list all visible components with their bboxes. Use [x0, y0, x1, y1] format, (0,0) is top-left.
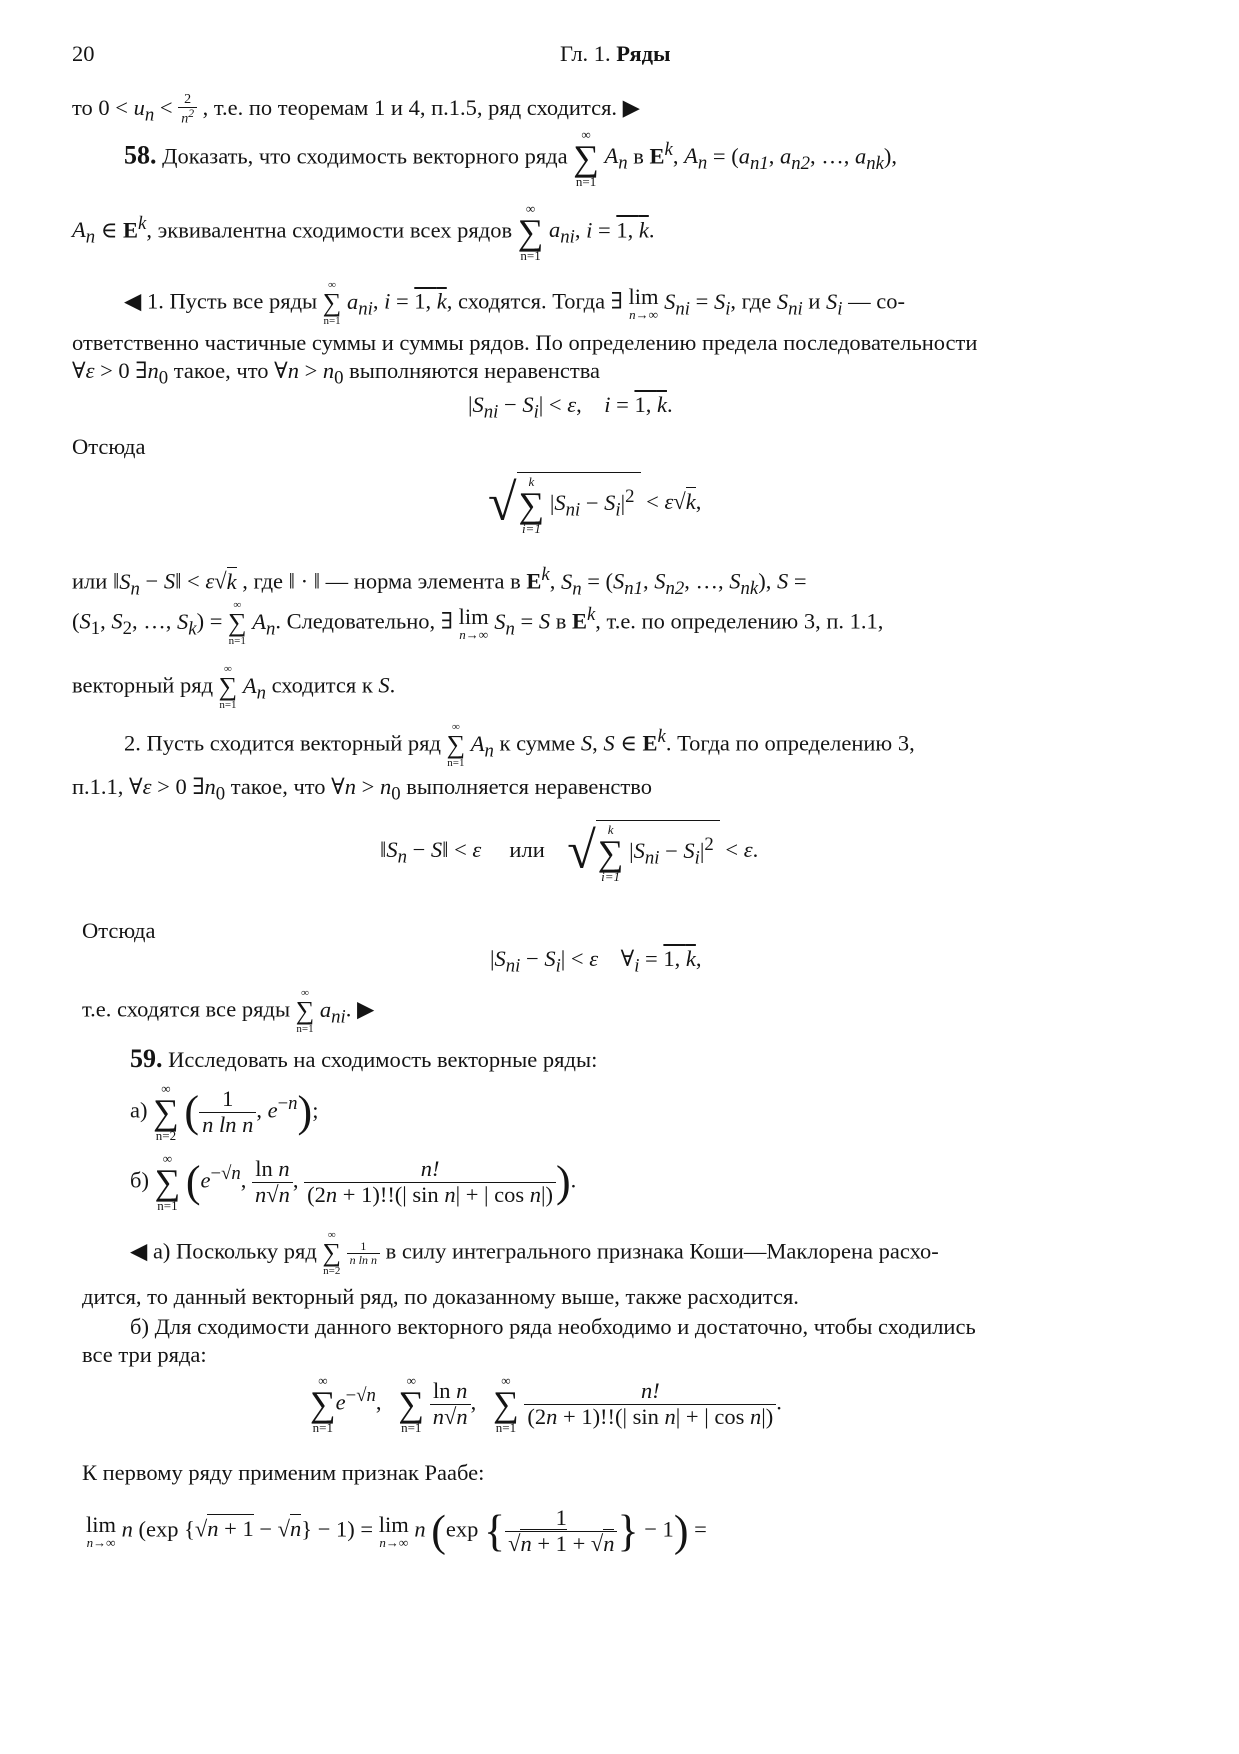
- text-span: в: [633, 143, 644, 169]
- text-span: или: [72, 568, 108, 594]
- fraction: $\frac{1}{\text{n ln n}}$: [199, 1087, 256, 1138]
- text-span: ответственно частичные суммы и суммы рядов. По определению предела последовательности: [72, 330, 978, 355]
- chapter-title: Ряды: [616, 41, 671, 66]
- fraction: $\frac{n!}{\text{(2n + 1)!!(| sin n| + | cos n|)}}$: [304, 1157, 556, 1208]
- text-span: все три ряда:: [82, 1342, 207, 1367]
- text-span: или: [509, 836, 545, 862]
- solution-1-line-5: ($S_1$, $S_2$, …, $S_k$) = ∞ ∑ n=1 $A_n$. Следовательно, ∃ lim n→∞ $S_n = S$ в $E^k$, т.е. по определению 3, п. 1.1,: [72, 599, 884, 647]
- text-span: б) Для сходимости данного векторного ряда необходимо и достаточно, чтобы сходились: [130, 1314, 976, 1339]
- text-span: и: [808, 288, 821, 314]
- solution-1-line-3: ∀ε > 0 $\exists n_0$ такое, что ∀n > $n_0$ выполняются неравенства: [72, 358, 601, 389]
- otsyuda-label-2: Отсюда: [82, 918, 156, 943]
- problem-59-title: [130, 1044, 597, 1074]
- end-of-proof-icon: ▶: [622, 94, 640, 120]
- fraction: $\frac{n!}{\text{(2n + 1)!!(| sin n| + | cos n|)}}$: [524, 1379, 776, 1430]
- text-span: Доказать, что сходимость векторного ряда: [162, 143, 568, 169]
- sum-symbol: ∞ ∑ n=1: [310, 1373, 336, 1436]
- text-span: сходится к: [271, 672, 373, 698]
- display-formula-2: √ k ∑ i=1 $|S_{ni} - S_i|^2 < \varepsilon√k$,: [488, 474, 702, 537]
- text-span: выполняется неравенство: [406, 774, 652, 799]
- text-span: Исследовать на сходимость векторные ряды:: [168, 1047, 598, 1072]
- sum-symbol: ∞ ∑ n=1: [398, 1373, 425, 1436]
- solution-1-line-2: [72, 330, 977, 356]
- text-span: — норма элемента в: [325, 568, 521, 594]
- solution-2-line-1: 2. Пусть сходится векторный ряд ∞ ∑ n=1 $A_n$ к сумме S, S ∈ $E^k$. Тогда по определению 3,: [124, 721, 915, 769]
- solution-59a-line-1: [130, 1230, 939, 1277]
- text-span: п.1.1,: [72, 774, 124, 799]
- running-header: [560, 41, 671, 67]
- solution-59a-line-2: [82, 1284, 799, 1310]
- text-span: , где: [242, 568, 284, 594]
- sum-symbol: ∞ ∑ n=1: [228, 599, 247, 647]
- fraction: $\frac{1}{\text{n ln n}}$: [347, 1240, 380, 1267]
- text-span: , сходятся. Тогда ∃: [446, 288, 623, 314]
- display-formula-3: $‖S_n$ − S‖ < ε или √ k ∑ i=1 $|S_{ni} - S_i|^2 < \varepsilon$.: [380, 822, 759, 885]
- sum-symbol: ∞ ∑ n=1: [322, 279, 342, 327]
- sum-symbol: ∞ ∑ n=2: [322, 1229, 342, 1277]
- item-label: б): [130, 1167, 149, 1193]
- text-span: К первому ряду применим признак Раабе:: [82, 1460, 485, 1485]
- text-span: то 0 <: [72, 94, 128, 120]
- problem-number: 58.: [124, 140, 157, 170]
- fraction: $\frac{\text{ln n}}{n√n}$: [252, 1157, 293, 1208]
- solution-59b-line-1: [130, 1314, 976, 1340]
- start-of-proof-icon: ◀: [124, 288, 142, 314]
- solution-2-line-3: т.е. сходятся все ряды ∞ ∑ n=1 $a_{ni}$. ▶: [82, 987, 375, 1035]
- text-span: эквивалентна сходимости всех рядов: [157, 217, 513, 243]
- limit-symbol: lim n→∞: [86, 1511, 117, 1550]
- item-label: а): [130, 1097, 148, 1123]
- text-span: т.е. сходятся все ряды: [82, 996, 291, 1022]
- solution-2-line-2: п.1.1, ∀ε > 0 $\exists n_0$ такое, что ∀n > $n_0$ выполняется неравенство: [72, 774, 652, 805]
- problem-number: 59.: [130, 1044, 163, 1073]
- page-number: 20: [72, 41, 95, 66]
- solution-1-line-6: векторный ряд ∞ ∑ n=1 $A_n$ сходится к S.: [72, 663, 396, 711]
- start-of-proof-icon: ◀: [130, 1238, 148, 1264]
- solution-1-line-4: или $‖S_n$ − S‖ < ε√k , где ‖ · ‖ — норма элемента в $E^k$, $S_n = (S_{n1}$, $S_{n2}$, …, $S_{nk}$), S =: [72, 564, 807, 599]
- text-span: — со-: [848, 288, 905, 314]
- text-span: выполняются неравенства: [349, 358, 601, 383]
- sum-symbol: ∞ ∑ n=1: [446, 721, 466, 769]
- text-span: 1. Пусть все ряды: [146, 288, 318, 314]
- solution-59b-line-2: [82, 1342, 207, 1368]
- text-span: . Тогда по определению 3,: [665, 730, 915, 756]
- sum-symbol: ∞ ∑ n=1: [295, 987, 315, 1035]
- problem-59-item-a: а) ∞ ∑ n=2 ( $\frac{1}{\text{n ln n}}$ , $e^{-n}$);: [130, 1081, 319, 1144]
- text-span: , т.е. по теоремам 1 и 4, п.1.5, ряд сходится.: [202, 94, 618, 120]
- sum-symbol: ∞ ∑ n=1: [573, 127, 599, 190]
- fraction: $\frac{\text{ln n}}{n√n}$: [430, 1379, 471, 1430]
- text-span: такое, что: [230, 774, 326, 799]
- display-formula-6: lim n→∞ n (exp {√n + 1 − √n} − 1) = lim n→∞ n (exp { $\frac{1}{√n + 1 + √n}$ } − 1) =: [86, 1505, 707, 1556]
- text-span: , т.е. по определению 3, п. 1.1,: [595, 608, 884, 634]
- text-span: , где: [730, 288, 772, 314]
- text-span: к сумме: [499, 730, 576, 756]
- display-formula-1: $|S_{ni} - S_i| < \varepsilon$, i = 1, k.: [468, 392, 673, 423]
- sum-symbol: k ∑ i=1: [518, 474, 545, 537]
- fraction: $\frac{1}{√n + 1 + √n}$: [505, 1506, 617, 1557]
- text-span: векторный ряд: [72, 672, 214, 698]
- text-span: такое, что: [173, 358, 269, 383]
- fraction: $\frac{2}{n^2}$: [178, 92, 197, 127]
- problem-58-line-2: $A_n$ ∈ $E^k$, эквивалентна сходимости всех рядов ∞ ∑ n=1 $a_{ni}$, i = 1, k.: [72, 201, 655, 264]
- problem-58-line-1: 58. Доказать, что сходимость векторного ряда ∞ ∑ n=1 $A_n$ в $E^k$, $A_n = (a_{n1}$, $a_{n2}$, …, $a_{nk}$),: [124, 127, 898, 190]
- sum-symbol: ∞ ∑ n=1: [517, 201, 544, 264]
- text-span: в силу интегрального признака Коши—Маклорена расхо-: [385, 1238, 939, 1264]
- text-span: дится, то данный векторный ряд, по доказанному выше, также расходится.: [82, 1284, 799, 1309]
- sum-symbol: ∞ ∑ n=2: [153, 1081, 179, 1144]
- sum-symbol: ∞ ∑ n=1: [154, 1151, 181, 1214]
- limit-symbol: lim n→∞: [378, 1511, 409, 1550]
- solution-1-line-1: ◀ 1. Пусть все ряды ∞ ∑ n=1 $a_{ni}$, i = 1, k, сходятся. Тогда ∃ lim n→∞ $S_{ni} = S_i$, где $S_{ni}$ и $S_i$ — со-: [124, 279, 905, 327]
- limit-symbol: lim n→∞: [458, 603, 489, 643]
- end-of-proof-icon: ▶: [356, 996, 375, 1022]
- chapter-label: Гл. 1.: [560, 41, 611, 66]
- text-span: 2. Пусть сходится векторный ряд: [124, 730, 441, 756]
- limit-symbol: lim n→∞: [628, 283, 659, 323]
- sum-symbol: ∞ ∑ n=1: [218, 663, 238, 711]
- display-formula-4: $|S_{ni} - S_i| < \varepsilon$ $\forall_i = 1$, k,: [490, 946, 702, 977]
- display-formula-5: ∞ ∑ n=1 $e^{-√n}$, ∞ ∑ n=1 $\frac{\text{ln n}}{n√n}$ , ∞ ∑ n=1 $\frac{n!}{\text{(2n + 1)!!(| sin n| + | cos n|)}}$ .: [310, 1373, 782, 1436]
- text-span: а) Поскольку ряд: [152, 1238, 317, 1264]
- raabe-line: [82, 1460, 484, 1486]
- text-span: . Следовательно, ∃: [275, 608, 453, 634]
- sum-symbol: k ∑ i=1: [597, 822, 624, 885]
- problem-59-item-b: б) ∞ ∑ n=1 ($e^{-√n}$, $\frac{\text{ln n}}{n√n}$ , $\frac{n!}{\text{(2n + 1)!!(| sin n| + | cos n|)}}$ ).: [130, 1151, 577, 1214]
- text-line-1: то $0 < u_n$ < $\frac{2}{n^2}$ , т.е. по теоремам 1 и 4, п.1.5, ряд сходится. ▶: [72, 92, 640, 128]
- text-span: <: [159, 94, 173, 120]
- sum-symbol: ∞ ∑ n=1: [493, 1373, 519, 1436]
- otsyuda-label-1: Отсюда: [72, 434, 146, 459]
- text-span: в: [555, 608, 567, 634]
